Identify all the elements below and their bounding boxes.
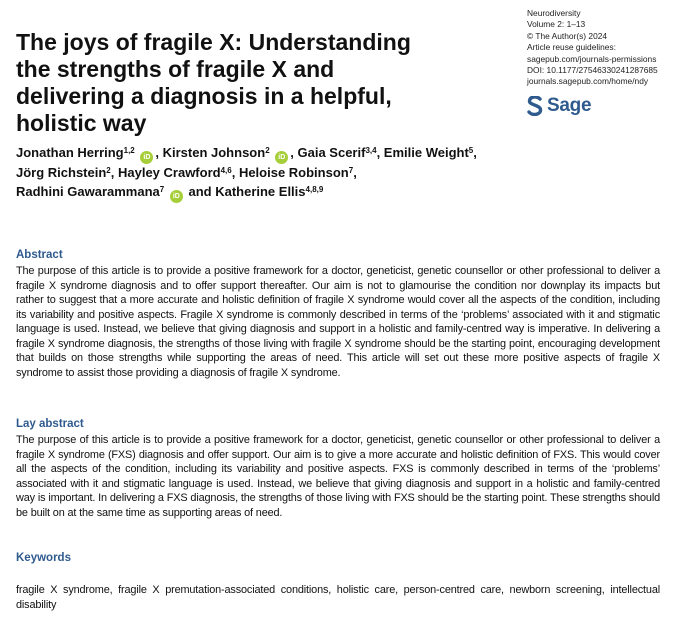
sage-s-icon bbox=[527, 96, 543, 116]
volume-info: Volume 2: 1–13 bbox=[527, 19, 586, 30]
abstract-heading: Abstract bbox=[16, 249, 63, 261]
author-affiliation: 4,8,9 bbox=[305, 184, 324, 194]
author-separator: , bbox=[155, 145, 163, 160]
author-name: Gaia Scerif bbox=[297, 145, 366, 160]
author-name: Emilie Weight bbox=[383, 145, 469, 160]
author-separator: , bbox=[376, 145, 384, 160]
author-name: Radhini Gawarammana bbox=[16, 183, 160, 199]
orcid-icon[interactable]: iD bbox=[170, 190, 183, 203]
reuse-guidelines-label: Article reuse guidelines: bbox=[527, 42, 616, 53]
author-affiliation: 2 bbox=[106, 166, 111, 175]
abstract-text: The purpose of this article is to provide a positive framework for a doctor, geneticist, genetic counsellor or other professional to deliver a fragile X syndrome diagnosis and to offer support thereafter. Our aim is not to glamourise the condition nor downplay its impacts but rather to suggest that a more accurate and holistic definition of fragile X syndrome would cover all the aspects of the condition, including its variability and positive aspects. Fragile X syndrome is commonly described in terms of the ‘problems’ associated with it and stigmatic language is used. Instead, we believe that giving diagnosis and support in a holistic and family-centred way is imperative. In delivering a fragile X syndrome diagnosis, the strengths of those living with fragile X syndrome should be the starting point, encouraging development that builds on those strengths while supporting the areas of need. This article will set out these more positive aspects of fragile X syndrome to assist those providing a diagnosis of fragile X syndrome. bbox=[16, 265, 660, 379]
author-affiliation: 7 bbox=[159, 184, 165, 194]
author-affiliation: 3,4 bbox=[365, 146, 377, 155]
author-affiliation: 5 bbox=[468, 146, 474, 155]
publisher-name: Sage bbox=[547, 95, 592, 116]
author-affiliation: 1,2 bbox=[123, 146, 135, 155]
author-separator: , bbox=[110, 165, 118, 180]
author-name: Jonathan Herring bbox=[16, 145, 124, 160]
author-affiliation: 2 bbox=[265, 146, 270, 155]
author-separator: , bbox=[231, 165, 239, 180]
permissions-link[interactable]: sagepub.com/journals-permissions bbox=[527, 53, 657, 64]
author-name: Heloise Robinson bbox=[238, 165, 349, 180]
lay-abstract-text: The purpose of this article is to provide a positive framework for a doctor, geneticist, genetic counsellor or other professional to deliver a fragile X syndrome (FXS) diagnosis and offer support. Our aim is to give a more accurate and holistic definition of FXS. This would cover all the aspects of the condition, including its variability and positive aspects. FXS is commonly described in terms of the ‘problems’ associated with it and stigmatic language is used. Instead, we believe that giving diagnosis and support in a holistic and family-centred way is important. In delivering a FXS diagnosis, the strengths of those living with FXS should be the starting point. These strengths should be built on at the same time as supporting areas of need. bbox=[16, 434, 660, 519]
author-separator: and bbox=[184, 183, 216, 199]
author-name: Hayley Crawford bbox=[117, 165, 221, 180]
lay-abstract-heading: Lay abstract bbox=[16, 418, 84, 430]
author-separator: , bbox=[290, 145, 298, 160]
article-title: The joys of fragile X: Understanding the strengths of fragile X and delivering a diagnosis in a helpful, holistic way bbox=[16, 29, 411, 137]
author-affiliation: 7 bbox=[348, 166, 354, 175]
orcid-icon[interactable]: iD bbox=[275, 151, 288, 164]
author-separator: , bbox=[353, 165, 357, 180]
author-name: Kirsten Johnson bbox=[162, 145, 266, 160]
journal-metadata bbox=[527, 8, 682, 88]
copyright-notice: © The Author(s) 2024 bbox=[527, 30, 608, 41]
author-list bbox=[16, 144, 516, 203]
author-affiliation: 4,6 bbox=[220, 166, 232, 175]
keywords-text: fragile X syndrome, fragile X premutation-associated conditions, holistic care, person-centred care, newborn screening, intellectual disability bbox=[16, 584, 660, 611]
journal-name: Neurodiversity bbox=[527, 8, 581, 18]
author-separator: , bbox=[473, 145, 477, 160]
keywords-heading: Keywords bbox=[16, 552, 71, 564]
doi-link[interactable]: DOI: 10.1177/27546330241287685 bbox=[527, 65, 658, 76]
author-name: Katherine Ellis bbox=[215, 183, 306, 199]
orcid-icon[interactable]: iD bbox=[140, 151, 153, 164]
journal-home-link[interactable]: journals.sagepub.com/home/ndy bbox=[527, 76, 649, 87]
author-name: Jörg Richstein bbox=[16, 165, 107, 180]
publisher-logo bbox=[527, 95, 591, 117]
